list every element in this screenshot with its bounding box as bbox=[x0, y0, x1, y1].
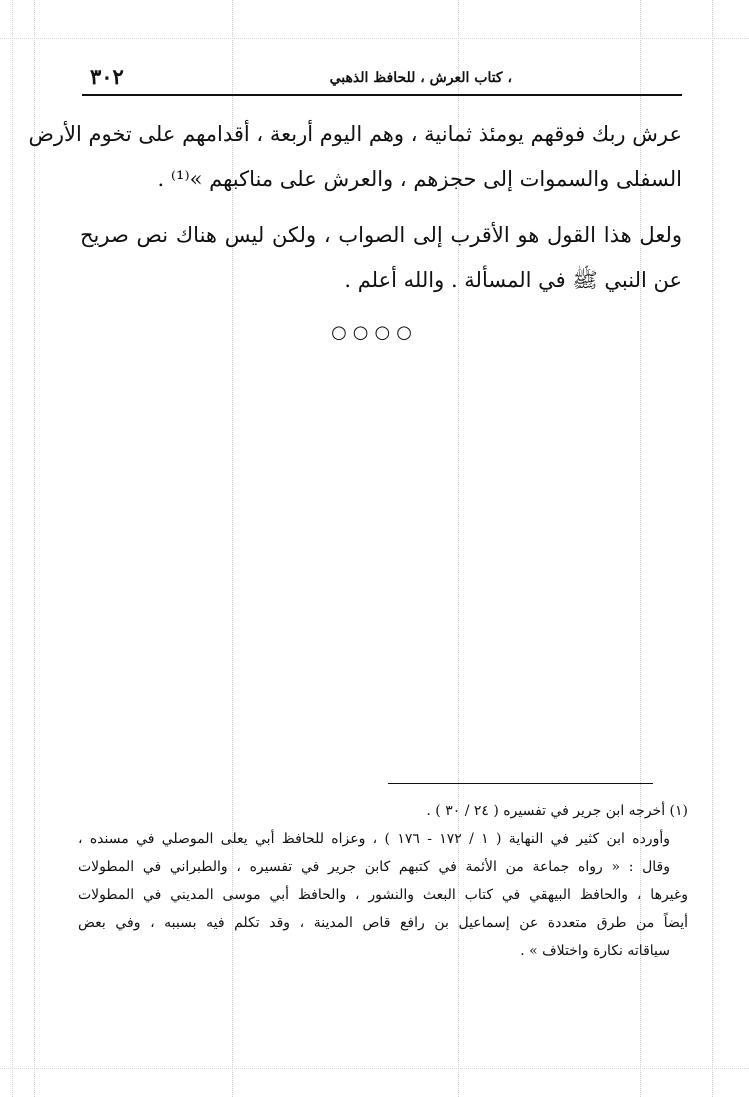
page-number: ٣٠٢ bbox=[90, 64, 124, 89]
running-title: ، كتاب العرش ، للحافظ الذهبي bbox=[329, 70, 512, 86]
footnote-line: وأورده ابن كثير في النهاية ( ١ / ١٧٢ - ١٧٦ ) ، وعزاه للحافظ أبي يعلى الموصلي في مسنده ، bbox=[78, 831, 670, 847]
paragraph bbox=[28, 112, 682, 202]
footnote-rule bbox=[388, 783, 653, 784]
paragraph bbox=[80, 213, 682, 303]
text-line: السفلى والسموات إلى حجزهم ، والعرش على مناكبهم »⁽¹⁾ . bbox=[157, 167, 682, 191]
footnote-line: (١) أخرجه ابن جرير في تفسيره ( ٢٤ / ٣٠ ) . bbox=[426, 803, 688, 819]
section-separator bbox=[0, 322, 749, 343]
footnote-line: أيضاً من طرق متعددة عن إسماعيل بن رافع قاص المدينة ، وقد تكلم فيه بسببه ، وفي بعض bbox=[78, 915, 688, 931]
footnote-line: سياقاته نكارة واختلاف » . bbox=[520, 943, 670, 959]
footnote-line: وقال : « رواه جماعة من الأئمة في كتبهم كابن جرير في تفسيره ، والطبراني في المطولات bbox=[78, 859, 670, 875]
page-header bbox=[82, 64, 682, 94]
scan-line bbox=[712, 0, 713, 1097]
main-text bbox=[28, 112, 682, 303]
scan-line bbox=[12, 0, 13, 1097]
scan-line bbox=[0, 1068, 749, 1069]
scan-line bbox=[34, 0, 35, 1097]
footnote-line: وغيرها ، والحافظ البيهقي في كتاب البعث والنشور ، والحافظ أبي موسى المديني في المطولات bbox=[78, 887, 688, 903]
header-rule bbox=[82, 94, 682, 96]
footnotes bbox=[78, 797, 688, 965]
scan-line bbox=[0, 38, 749, 39]
text-line: عرش ربك فوقهم يومئذ ثمانية ، وهم اليوم أربعة ، أقدامهم على تخوم الأرض bbox=[28, 122, 682, 146]
text-line: عن النبي ﷺ في المسألة . والله أعلم . bbox=[344, 268, 682, 292]
separator-circles: ○○○○ bbox=[331, 322, 418, 343]
text-line: ولعل هذا القول هو الأقرب إلى الصواب ، ولكن ليس هناك نص صريح bbox=[80, 223, 682, 247]
